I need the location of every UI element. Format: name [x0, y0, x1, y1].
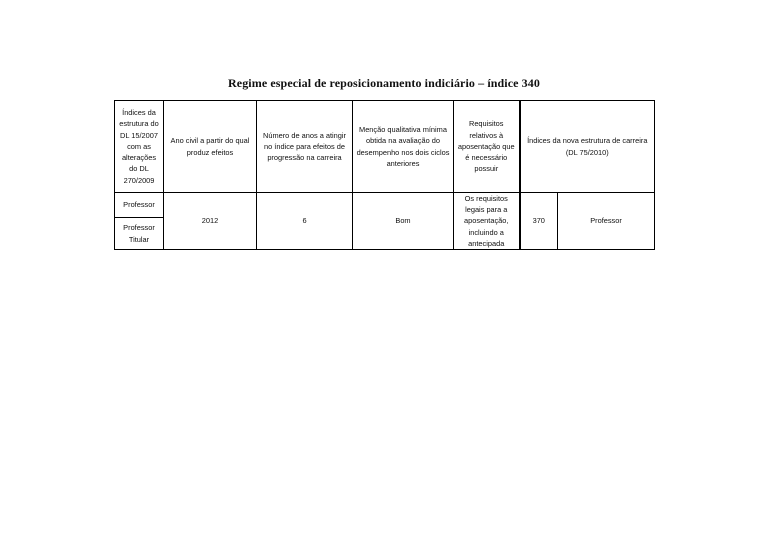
cell-new-index: 370	[520, 193, 558, 250]
cell-new-category: Professor	[558, 193, 655, 250]
header-ano-civil: Ano civil a partir do qual produz efeitos	[164, 101, 257, 193]
regime-table	[114, 100, 655, 250]
table-row	[115, 193, 655, 218]
category-professor: Professor	[115, 193, 164, 218]
cell-year: 2012	[164, 193, 257, 250]
header-numero-anos: Número de anos a atingir no índice para efeitos de progressão na carreira	[257, 101, 353, 193]
cell-years-count: 6	[257, 193, 353, 250]
category-professor-titular: Professor Titular	[115, 218, 164, 250]
header-indices-estrutura: Índices da estrutura do DL 15/2007 com as alterações do DL 270/2009	[115, 101, 164, 193]
document-title: Regime especial de reposicionamento indiciário – índice 340	[228, 76, 540, 90]
header-mencao-qualitativa: Menção qualitativa mínima obtida na avaliação do desempenho nos dois ciclos anteriores	[353, 101, 454, 193]
cell-mention: Bom	[353, 193, 454, 250]
cell-requirements: Os requisitos legais para a aposentação, incluindo a antecipada	[454, 193, 520, 250]
header-indices-nova-estrutura: Índices da nova estrutura de carreira (DL 75/2010)	[520, 101, 655, 193]
header-requisitos: Requisitos relativos à aposentação que é necessário possuir	[454, 101, 520, 193]
table-header-row	[115, 101, 655, 193]
